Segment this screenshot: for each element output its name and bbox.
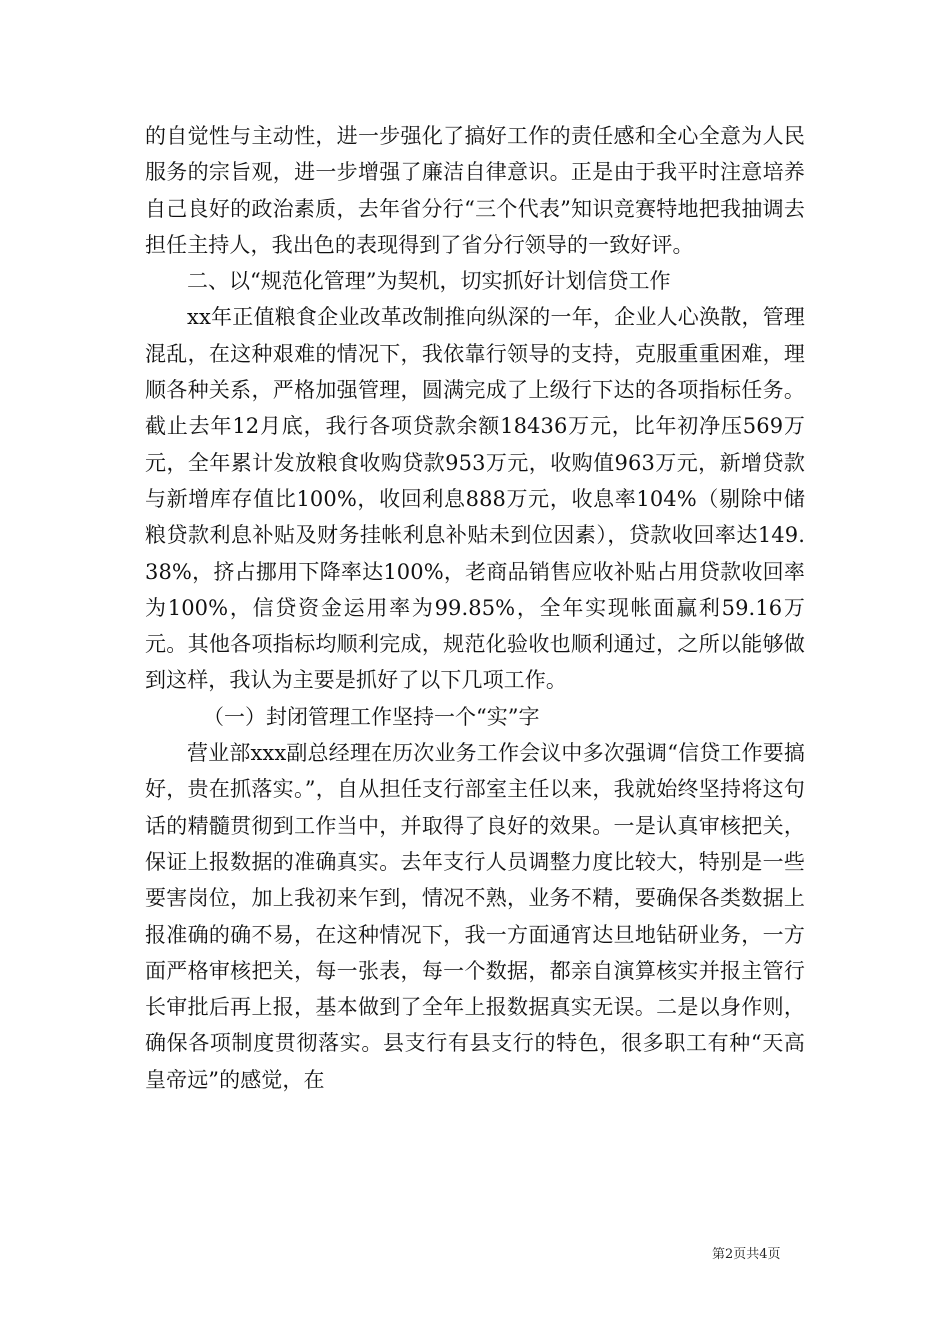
section-heading-two: 二、以“规范化管理”为契机，切实抓好计划信贷工作: [187, 269, 671, 294]
page-footer: 第2页共4页: [712, 1247, 781, 1262]
document-body: [145, 118, 805, 1098]
paragraph-credit-work: xx年正值粮食企业改革改制推向纵深的一年，企业人心涣散，管理混乱，在这种艰难的情况下，我依靠行领导的支持，克服重重困难，理顺各种关系，严格加强管理，圆满完成了上级行下达的各项指标任务。截止去年12月底，我行各项贷款余额18436万元，比年初净压569万元，全年累计发放粮食收购贷款953万元，收购值963万元，新增贷款与新增库存值比100%，收回利息888万元，收息率104%（剔除中储粮贷款利息补贴及财务挂帐利息补贴未到位因素），贷款收回率达149.38%，挤占挪用下降率达100%，老商品销售应收补贴占用贷款收回率为100%，信贷资金运用率为99.85%，全年实现帐面赢利59.16万元。其他各项指标均顺利完成，规范化验收也顺利通过，之所以能够做到这样，我认为主要是抓好了以下几项工作。: [145, 305, 805, 693]
subsection-heading-one: （一）封闭管理工作坚持一个“实”字: [203, 704, 540, 729]
paragraph-continuation: 的自觉性与主动性，进一步强化了搞好工作的责任感和全心全意为人民服务的宗旨观，进一步增强了廉洁自律意识。正是由于我平时注意培养自己良好的政治素质，去年省分行“三个代表”知识竞赛特地把我抽调去担任主持人，我出色的表现得到了省分行领导的一致好评。: [145, 124, 805, 257]
paragraph-closed-management: 营业部xxx副总经理在历次业务工作会议中多次强调“信贷工作要搞好，贵在抓落实。”，自从担任支行部室主任以来，我就始终坚持将这句话的精髓贯彻到工作当中，并取得了良好的效果。一是认真审核把关，保证上报数据的准确真实。去年支行人员调整力度比较大，特别是一些要害岗位，加上我初来乍到，情况不熟，业务不精，要确保各类数据上报准确的确不易，在这种情况下，我一方面通宵达旦地钻研业务，一方面严格审核把关，每一张表，每一个数据，都亲自演算核实并报主管行长审批后再上报，基本做到了全年上报数据真实无误。二是以身作则，确保各项制度贯彻落实。县支行有县支行的特色，很多职工有种“天高皇帝远”的感觉，在: [145, 741, 805, 1092]
